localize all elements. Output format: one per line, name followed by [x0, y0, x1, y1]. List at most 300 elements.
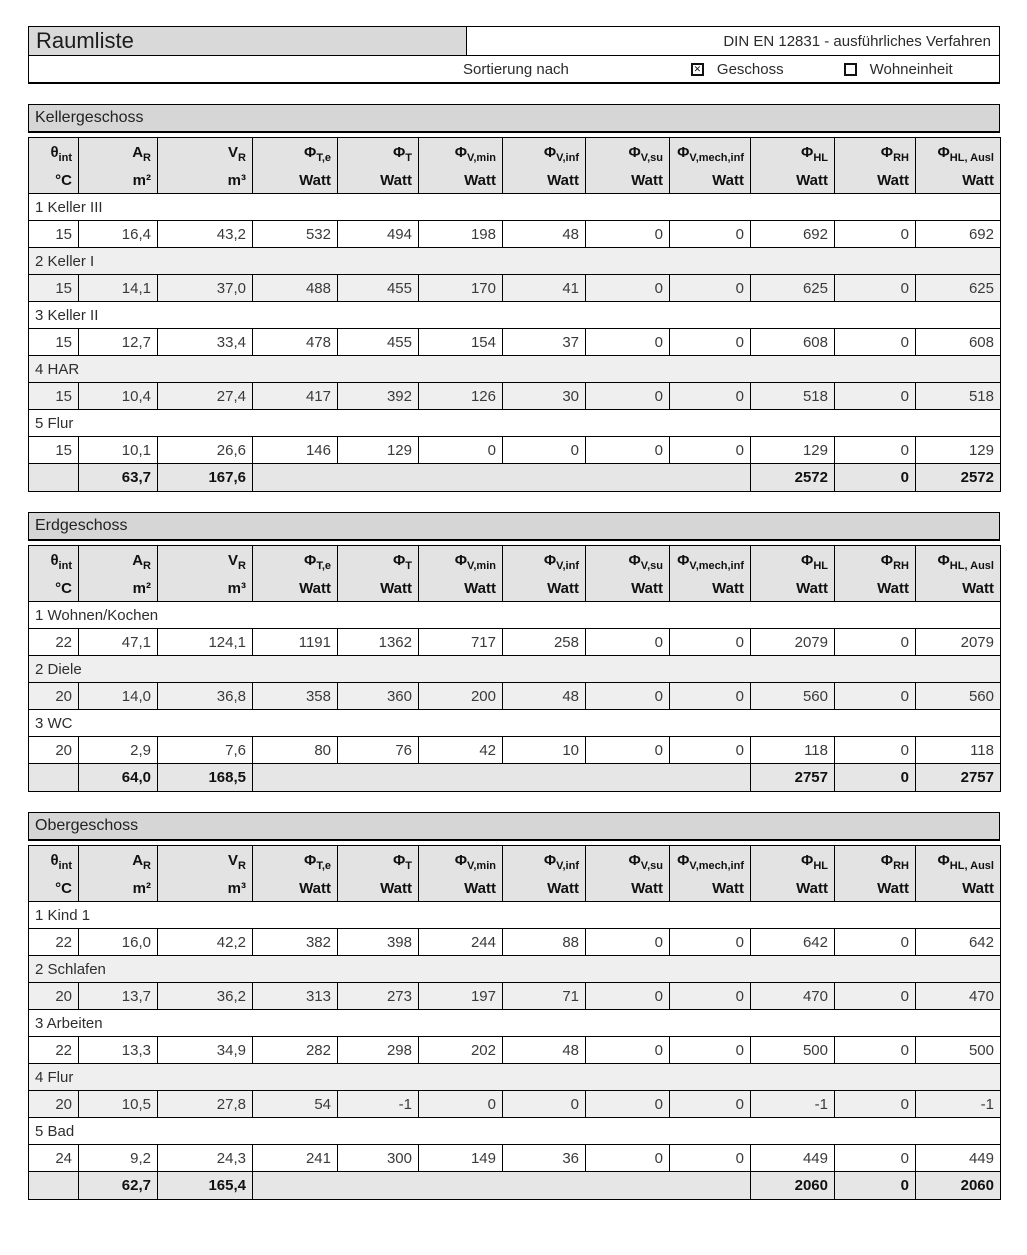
room-value: 0 — [586, 437, 670, 464]
room-table — [28, 137, 1001, 492]
sort-option-wohneinheit — [844, 61, 953, 78]
room-value: 20 — [29, 683, 79, 710]
total-value: 62,7 — [79, 1172, 158, 1200]
column-header — [419, 846, 503, 902]
column-symbol: $\Phi_{T,e}$ — [304, 552, 331, 572]
column-symbol: $\Phi_{T,e}$ — [304, 144, 331, 164]
room-value: 300 — [338, 1145, 419, 1172]
room-value: 0 — [835, 1145, 916, 1172]
column-header — [338, 846, 419, 902]
column-symbol: $\Phi_{HL}$ — [801, 144, 828, 164]
total-empty — [29, 1172, 79, 1200]
room-name-row — [29, 602, 1001, 629]
room-name-row — [29, 1064, 1001, 1091]
room-value: 0 — [586, 221, 670, 248]
total-empty — [29, 464, 79, 492]
sort-row — [29, 56, 999, 82]
column-unit: Watt — [631, 172, 663, 189]
room-value: 76 — [338, 737, 419, 764]
room-value: 0 — [670, 437, 751, 464]
room-value: 15 — [29, 329, 79, 356]
room-value: 0 — [586, 1037, 670, 1064]
room-value: 282 — [253, 1037, 338, 1064]
column-symbol: $\Phi_T$ — [392, 144, 412, 164]
column-unit: m² — [132, 580, 151, 597]
room-value: 88 — [503, 929, 586, 956]
column-header — [503, 138, 586, 194]
report-page — [28, 26, 1000, 1200]
room-value: 16,0 — [79, 929, 158, 956]
room-value: 146 — [253, 437, 338, 464]
column-header — [79, 846, 158, 902]
room-value: 494 — [338, 221, 419, 248]
column-header — [670, 546, 751, 602]
room-value: 0 — [670, 929, 751, 956]
room-value: 10 — [503, 737, 586, 764]
column-unit: m³ — [227, 580, 246, 597]
floor-sections — [28, 104, 1000, 1200]
room-value: 202 — [419, 1037, 503, 1064]
room-value: 129 — [916, 437, 1001, 464]
floor-section — [28, 812, 1000, 1200]
column-header — [158, 546, 253, 602]
room-value: 12,7 — [79, 329, 158, 356]
room-value: 608 — [751, 329, 835, 356]
column-header — [835, 138, 916, 194]
column-header-row — [29, 138, 1001, 194]
column-header — [586, 138, 670, 194]
room-value: 13,7 — [79, 983, 158, 1010]
column-header — [253, 138, 338, 194]
column-symbol: $\Phi_{V,mech,inf}$ — [677, 552, 744, 572]
room-name: 3 Arbeiten — [29, 1010, 1001, 1037]
room-value: 80 — [253, 737, 338, 764]
room-value: 0 — [586, 737, 670, 764]
floor-title: Obergeschoss — [28, 812, 1000, 841]
room-value: 455 — [338, 275, 419, 302]
column-unit: Watt — [877, 880, 909, 897]
room-value: 124,1 — [158, 629, 253, 656]
room-value: 717 — [419, 629, 503, 656]
column-unit: Watt — [962, 880, 994, 897]
column-symbol: $\Phi_{V,min}$ — [454, 552, 496, 572]
column-unit: m² — [132, 880, 151, 897]
room-value: 0 — [670, 1037, 751, 1064]
room-value: 36 — [503, 1145, 586, 1172]
column-symbol: $\Phi_{V,inf}$ — [543, 552, 579, 572]
room-value: 33,4 — [158, 329, 253, 356]
room-value: 48 — [503, 1037, 586, 1064]
room-value: 48 — [503, 221, 586, 248]
room-value: 0 — [586, 629, 670, 656]
room-data-row — [29, 983, 1001, 1010]
column-header — [586, 846, 670, 902]
column-header — [751, 138, 835, 194]
room-name: 2 Schlafen — [29, 956, 1001, 983]
room-value: 298 — [338, 1037, 419, 1064]
column-header — [835, 546, 916, 602]
floor-total-row — [29, 1172, 1001, 1200]
column-header-row — [29, 546, 1001, 602]
room-name-row — [29, 956, 1001, 983]
room-value: 0 — [670, 329, 751, 356]
column-symbol: $\Phi_T$ — [392, 852, 412, 872]
room-data-row — [29, 1145, 1001, 1172]
room-value: 0 — [670, 737, 751, 764]
column-unit: Watt — [547, 880, 579, 897]
room-value: 0 — [835, 983, 916, 1010]
column-symbol: $\theta_{int}$ — [50, 552, 72, 572]
room-value: 2079 — [751, 629, 835, 656]
room-value: 37,0 — [158, 275, 253, 302]
room-value: 449 — [916, 1145, 1001, 1172]
column-symbol: $\Phi_{HL}$ — [801, 852, 828, 872]
room-value: 360 — [338, 683, 419, 710]
room-name-row — [29, 710, 1001, 737]
room-value: 0 — [670, 1145, 751, 1172]
room-name-row — [29, 1010, 1001, 1037]
room-value: 42 — [419, 737, 503, 764]
room-name: 4 HAR — [29, 356, 1001, 383]
floor-title: Erdgeschoss — [28, 512, 1000, 541]
room-name: 2 Keller I — [29, 248, 1001, 275]
room-data-row — [29, 737, 1001, 764]
room-value: 20 — [29, 983, 79, 1010]
room-value: 71 — [503, 983, 586, 1010]
column-unit: Watt — [547, 172, 579, 189]
room-value: 7,6 — [158, 737, 253, 764]
room-value: 0 — [503, 1091, 586, 1118]
floor-section — [28, 104, 1000, 492]
column-unit: Watt — [877, 172, 909, 189]
column-header — [158, 846, 253, 902]
room-table — [28, 845, 1001, 1200]
column-header — [835, 846, 916, 902]
total-value: 168,5 — [158, 764, 253, 792]
sort-option-geschoss — [691, 61, 784, 78]
sort-label: Sortierung nach — [463, 60, 569, 78]
room-value: 126 — [419, 383, 503, 410]
column-header — [751, 846, 835, 902]
column-unit: m³ — [227, 172, 246, 189]
room-data-row — [29, 329, 1001, 356]
room-value: 200 — [419, 683, 503, 710]
room-value: 9,2 — [79, 1145, 158, 1172]
total-value: 2572 — [916, 464, 1001, 492]
room-value: 0 — [670, 1091, 751, 1118]
room-value: 20 — [29, 737, 79, 764]
room-value: 625 — [751, 275, 835, 302]
room-value: 118 — [751, 737, 835, 764]
room-value: 398 — [338, 929, 419, 956]
room-value: 15 — [29, 383, 79, 410]
room-value: 54 — [253, 1091, 338, 1118]
column-header — [29, 546, 79, 602]
room-data-row — [29, 275, 1001, 302]
room-value: 42,2 — [158, 929, 253, 956]
room-value: 0 — [670, 983, 751, 1010]
total-gap — [253, 464, 751, 492]
room-value: 1191 — [253, 629, 338, 656]
room-name: 5 Bad — [29, 1118, 1001, 1145]
room-name: 4 Flur — [29, 1064, 1001, 1091]
room-name: 3 WC — [29, 710, 1001, 737]
column-unit: Watt — [962, 580, 994, 597]
room-value: 0 — [835, 275, 916, 302]
room-value: 22 — [29, 929, 79, 956]
column-symbol: $\Phi_{V,su}$ — [628, 852, 663, 872]
room-value: 258 — [503, 629, 586, 656]
room-value: 0 — [835, 1037, 916, 1064]
column-symbol: $\Phi_{RH}$ — [880, 144, 909, 164]
room-value: 0 — [835, 929, 916, 956]
room-value: 0 — [835, 329, 916, 356]
room-name-row — [29, 194, 1001, 221]
room-data-row — [29, 221, 1001, 248]
room-value: -1 — [338, 1091, 419, 1118]
room-value: 0 — [670, 275, 751, 302]
room-name: 1 Kind 1 — [29, 902, 1001, 929]
room-value: 22 — [29, 629, 79, 656]
room-value: 560 — [916, 683, 1001, 710]
room-value: 382 — [253, 929, 338, 956]
room-value: 0 — [586, 929, 670, 956]
room-value: 15 — [29, 221, 79, 248]
column-symbol: $\Phi_{T,e}$ — [304, 852, 331, 872]
room-value: 129 — [751, 437, 835, 464]
column-header — [253, 546, 338, 602]
total-value: 167,6 — [158, 464, 253, 492]
room-value: 608 — [916, 329, 1001, 356]
floor-section — [28, 512, 1000, 792]
column-unit: m³ — [227, 880, 246, 897]
room-value: 0 — [419, 1091, 503, 1118]
room-value: 358 — [253, 683, 338, 710]
column-header — [670, 846, 751, 902]
column-symbol: $\Phi_{V,mech,inf}$ — [677, 144, 744, 164]
total-value: 0 — [835, 764, 916, 792]
room-value: 0 — [670, 221, 751, 248]
column-header — [503, 846, 586, 902]
column-unit: Watt — [631, 580, 663, 597]
column-unit: °C — [55, 172, 72, 189]
total-value: 0 — [835, 464, 916, 492]
standard-label: DIN EN 12831 - ausführliches Verfahren — [467, 27, 999, 56]
room-value: 470 — [916, 983, 1001, 1010]
total-value: 165,4 — [158, 1172, 253, 1200]
total-value: 2757 — [751, 764, 835, 792]
column-unit: Watt — [796, 172, 828, 189]
column-header — [253, 846, 338, 902]
column-header-row — [29, 846, 1001, 902]
room-name-row — [29, 248, 1001, 275]
column-header — [419, 546, 503, 602]
total-value: 63,7 — [79, 464, 158, 492]
room-value: 36,2 — [158, 983, 253, 1010]
column-unit: Watt — [712, 580, 744, 597]
room-value: 470 — [751, 983, 835, 1010]
room-value: 27,4 — [158, 383, 253, 410]
column-unit: Watt — [712, 172, 744, 189]
room-table — [28, 545, 1001, 792]
column-unit: Watt — [380, 580, 412, 597]
room-value: 2,9 — [79, 737, 158, 764]
column-header — [751, 546, 835, 602]
room-value: 41 — [503, 275, 586, 302]
room-name-row — [29, 902, 1001, 929]
total-value: 2060 — [751, 1172, 835, 1200]
room-name: 3 Keller II — [29, 302, 1001, 329]
page-title: Raumliste — [29, 27, 467, 56]
column-unit: m² — [132, 172, 151, 189]
column-symbol: $V_R$ — [228, 852, 246, 872]
room-data-row — [29, 1037, 1001, 1064]
column-header — [338, 138, 419, 194]
column-symbol: $\Phi_{HL}$ — [801, 552, 828, 572]
total-value: 2060 — [916, 1172, 1001, 1200]
room-value: 43,2 — [158, 221, 253, 248]
room-value: 0 — [586, 683, 670, 710]
room-data-row — [29, 929, 1001, 956]
room-value: 0 — [835, 629, 916, 656]
column-symbol: $\Phi_{V,mech,inf}$ — [677, 852, 744, 872]
column-symbol: $\Phi_{HL, Ausl}$ — [937, 144, 994, 164]
room-value: 27,8 — [158, 1091, 253, 1118]
page-header — [28, 26, 1000, 84]
room-value: 149 — [419, 1145, 503, 1172]
column-unit: Watt — [547, 580, 579, 597]
room-value: 10,4 — [79, 383, 158, 410]
column-unit: °C — [55, 880, 72, 897]
room-value: 518 — [751, 383, 835, 410]
room-value: 129 — [338, 437, 419, 464]
total-value: 2757 — [916, 764, 1001, 792]
room-value: 0 — [586, 275, 670, 302]
room-value: 0 — [419, 437, 503, 464]
room-name-row — [29, 656, 1001, 683]
room-value: 197 — [419, 983, 503, 1010]
room-value: 170 — [419, 275, 503, 302]
column-header — [79, 546, 158, 602]
room-name: 5 Flur — [29, 410, 1001, 437]
column-unit: Watt — [796, 580, 828, 597]
room-value: 313 — [253, 983, 338, 1010]
room-value: 154 — [419, 329, 503, 356]
room-value: 642 — [751, 929, 835, 956]
room-data-row — [29, 1091, 1001, 1118]
column-symbol: $\Phi_{HL, Ausl}$ — [937, 552, 994, 572]
room-value: 273 — [338, 983, 419, 1010]
column-header — [158, 138, 253, 194]
total-empty — [29, 764, 79, 792]
wohneinheit-checkbox-icon[interactable] — [844, 63, 857, 76]
room-value: 16,4 — [79, 221, 158, 248]
room-value: 24 — [29, 1145, 79, 1172]
room-value: 392 — [338, 383, 419, 410]
floor-title: Kellergeschoss — [28, 104, 1000, 133]
room-value: 0 — [835, 221, 916, 248]
floor-total-row — [29, 764, 1001, 792]
column-symbol: $\Phi_{V,inf}$ — [543, 852, 579, 872]
room-value: 15 — [29, 437, 79, 464]
room-value: 47,1 — [79, 629, 158, 656]
room-value: 10,5 — [79, 1091, 158, 1118]
column-header — [586, 546, 670, 602]
room-value: 244 — [419, 929, 503, 956]
column-symbol: $A_R$ — [132, 144, 151, 164]
column-unit: Watt — [962, 172, 994, 189]
room-value: 198 — [419, 221, 503, 248]
column-header — [79, 138, 158, 194]
room-name: 1 Keller III — [29, 194, 1001, 221]
room-value: 455 — [338, 329, 419, 356]
room-value: 0 — [586, 383, 670, 410]
column-unit: Watt — [631, 880, 663, 897]
room-value: 500 — [916, 1037, 1001, 1064]
column-symbol: $V_R$ — [228, 144, 246, 164]
room-value: 24,3 — [158, 1145, 253, 1172]
room-value: 1362 — [338, 629, 419, 656]
column-header — [29, 138, 79, 194]
room-value: 532 — [253, 221, 338, 248]
total-value: 0 — [835, 1172, 916, 1200]
room-value: 22 — [29, 1037, 79, 1064]
column-symbol: $\Phi_T$ — [392, 552, 412, 572]
column-unit: Watt — [464, 580, 496, 597]
room-value: 0 — [586, 983, 670, 1010]
room-value: 37 — [503, 329, 586, 356]
column-unit: Watt — [380, 880, 412, 897]
room-data-row — [29, 629, 1001, 656]
room-data-row — [29, 383, 1001, 410]
room-value: -1 — [916, 1091, 1001, 1118]
column-symbol: $A_R$ — [132, 552, 151, 572]
column-symbol: $A_R$ — [132, 852, 151, 872]
room-name-row — [29, 302, 1001, 329]
column-symbol: $\Phi_{V,su}$ — [628, 144, 663, 164]
room-value: 500 — [751, 1037, 835, 1064]
column-header — [670, 138, 751, 194]
column-header — [916, 546, 1001, 602]
room-value: 20 — [29, 1091, 79, 1118]
column-symbol: $\Phi_{HL, Ausl}$ — [937, 852, 994, 872]
room-value: 2079 — [916, 629, 1001, 656]
geschoss-checkbox-icon[interactable] — [691, 63, 704, 76]
room-value: 0 — [586, 1145, 670, 1172]
title-row — [29, 27, 999, 56]
column-header — [916, 138, 1001, 194]
room-value: 13,3 — [79, 1037, 158, 1064]
total-value: 2572 — [751, 464, 835, 492]
column-header — [916, 846, 1001, 902]
column-header — [419, 138, 503, 194]
column-unit: Watt — [380, 172, 412, 189]
room-value: 0 — [586, 1091, 670, 1118]
room-value: 0 — [503, 437, 586, 464]
column-symbol: $\theta_{int}$ — [50, 144, 72, 164]
column-symbol: $V_R$ — [228, 552, 246, 572]
room-value: 417 — [253, 383, 338, 410]
column-symbol: $\Phi_{V,inf}$ — [543, 144, 579, 164]
column-unit: Watt — [464, 172, 496, 189]
room-value: 48 — [503, 683, 586, 710]
column-unit: Watt — [796, 880, 828, 897]
room-value: 449 — [751, 1145, 835, 1172]
room-value: 0 — [670, 383, 751, 410]
column-unit: Watt — [712, 880, 744, 897]
room-name-row — [29, 1118, 1001, 1145]
geschoss-label: Geschoss — [716, 60, 784, 78]
